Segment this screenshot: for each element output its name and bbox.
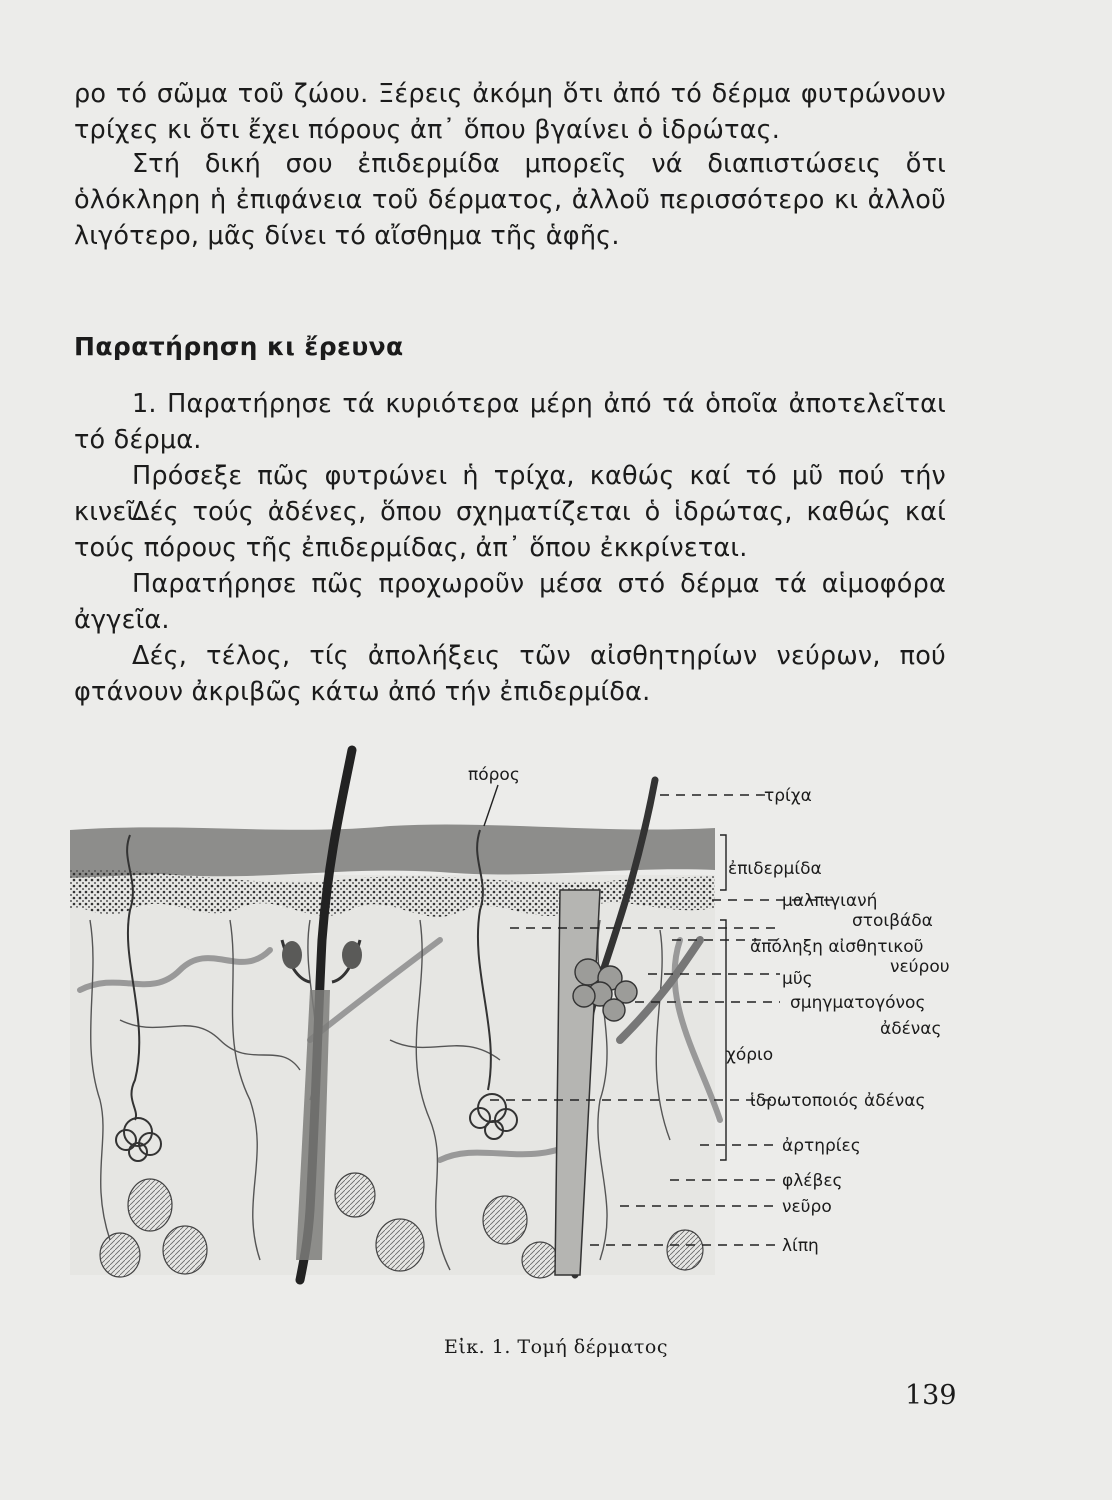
task-paragraph-1: 1. Παρατήρησε τά κυριότερα μέρη ἀπό τά ὁποῖα ἀποτελεῖται τό δέρμα.: [74, 389, 946, 455]
label-arteries: ἀρτηρίες: [782, 1136, 861, 1156]
label-fat: λίπη: [782, 1236, 819, 1256]
label-nerve-ending-1: ἀπόληξη αἰσθητικοῦ: [750, 937, 924, 957]
label-pore: πόρος: [468, 765, 520, 785]
section-heading: Παρατήρηση κι ἔρευνα: [74, 332, 404, 361]
label-nerve: νεῦρο: [782, 1197, 832, 1217]
task-paragraph-5: Δές, τέλος, τίς ἀπολήξεις τῶν αἰσθητηρίων νεύρων, πού φτάνουν ἀκριβῶς κάτω ἀπό τήν ἐπιδερμίδα.: [74, 641, 946, 707]
intro-paragraph: ρο τό σῶμα τοῦ ζώου. Ξέρεις ἀκόμη ὅτι ἀπό τό δέρμα φυτρώνουν τρίχες κι ὅτι ἔχει πόρους ἀπ᾿ ὅπου βγαίνει ὁ ἱδρώτας.: [74, 79, 946, 145]
label-malpighian-2: στοιβάδα: [852, 911, 933, 931]
label-nerve-ending-2: νεύρου: [890, 957, 950, 977]
label-dermis: χόριο: [726, 1045, 774, 1065]
skin-section-figure: [60, 740, 960, 1340]
task-paragraph-4: Παρατήρησε πῶς προχωροῦν μέσα στό δέρμα τά αἱμοφόρα ἀγγεῖα.: [74, 569, 946, 635]
label-hair: τρίχα: [764, 786, 812, 806]
touch-paragraph: Στή δική σου ἐπιδερμίδα μπορεῖς νά διαπιστώσεις ὅτι ὁλόκληρη ἡ ἐπιφάνεια τοῦ δέρματος, ἀλλοῦ περισσότερο κι ἀλλοῦ λιγότερο, μᾶς δίνει τό αἴσθημα τῆς ἁφῆς.: [74, 149, 946, 251]
skin-diagram: [70, 750, 720, 1280]
label-veins: φλέβες: [782, 1171, 843, 1191]
label-sebaceous-2: ἀδένας: [880, 1019, 942, 1039]
label-malpighian-1: μαλπιγιανή: [782, 891, 878, 911]
label-sweat-gland: ἱδρωτοποιός ἀδένας: [750, 1091, 926, 1111]
figure-caption: Εἰκ. 1. Τομή δέρματος: [443, 1336, 669, 1358]
task-paragraph-3: Δές τούς ἀδένες, ὅπου σχηματίζεται ὁ ἱδρώτας, καθώς καί τούς πόρους τῆς ἐπιδερμίδας, ἀπ᾿ ὅπου ἐκκρίνεται.: [74, 497, 946, 563]
task-paragraph-2: Πρόσεξε πῶς φυτρώνει ἡ τρίχα, καθώς καί τό μῦ πού τήν κινεῖ.: [74, 461, 946, 527]
label-sebaceous-1: σμηγματογόνος: [790, 993, 926, 1013]
page-number: 139: [905, 1380, 957, 1411]
label-epidermis: ἐπιδερμίδα: [728, 859, 822, 879]
label-muscle: μῦς: [782, 969, 813, 989]
